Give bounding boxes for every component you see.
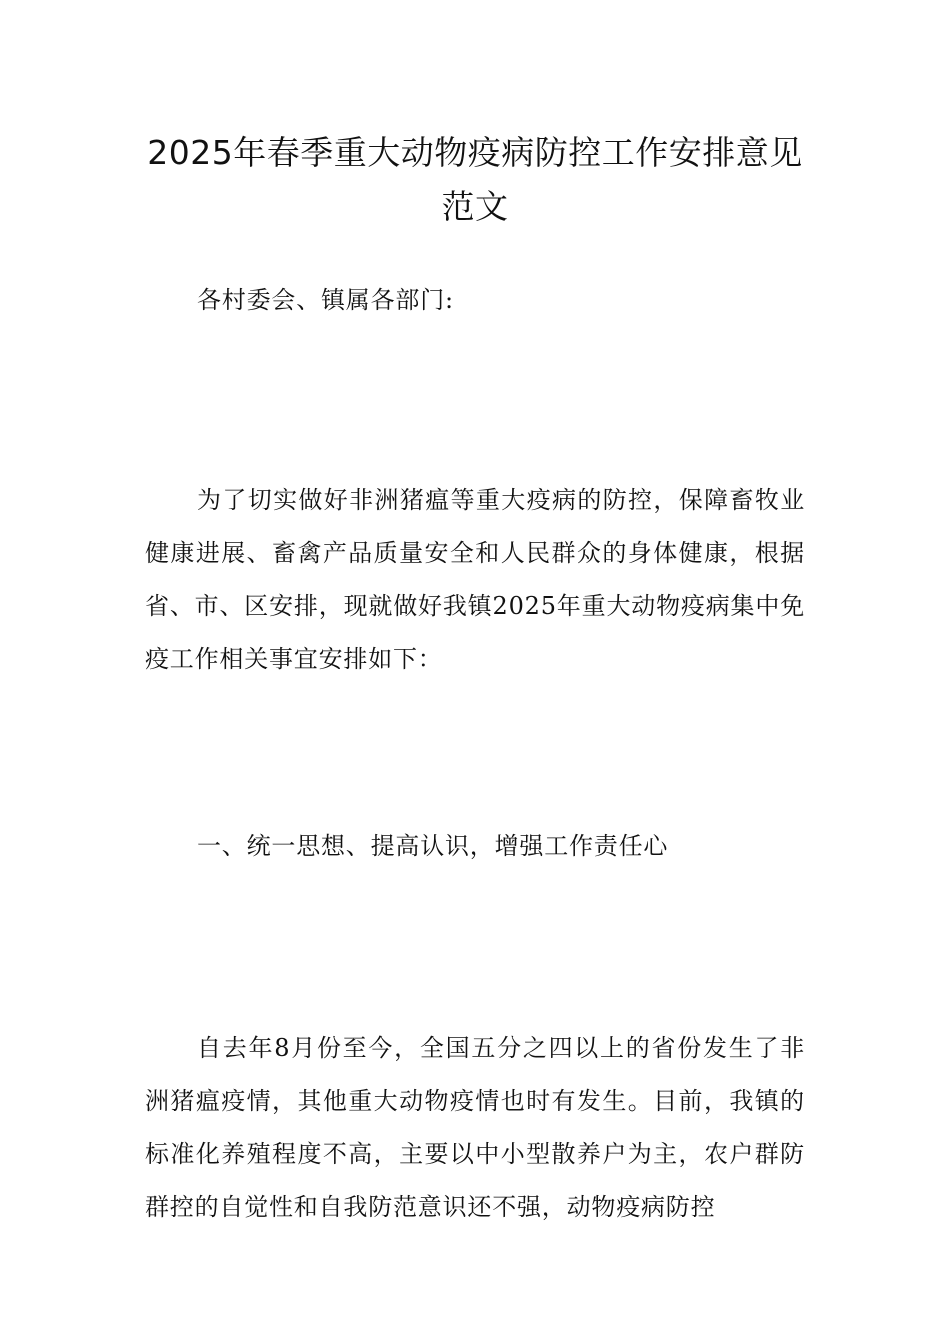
document-title: 2025年春季重大动物疫病防控工作安排意见范文 [147,133,803,226]
body-paragraph: 自去年8月份至今，全国五分之四以上的省份发生了非洲猪瘟疫情，其他重大动物疫情也时有发生。目前，我镇的标准化养殖程度不高，主要以中小型散养户为主，农户群防群控的自觉性和自我防范意识还不强，动物疫病防控 [145,1034,805,1221]
section-heading-1: 一、统一思想、提高认识，增强工作责任心 [197,832,669,860]
intro-paragraph: 为了切实做好非洲猪瘟等重大疫病的防控，保障畜牧业健康进展、畜禽产品质量安全和人民群众的身体健康，根据省、市、区安排，现就做好我镇2025年重大动物疫病集中免疫工作相关事宜安排如下： [145,486,805,673]
salutation: 各村委会、镇属各部门: [197,286,454,314]
